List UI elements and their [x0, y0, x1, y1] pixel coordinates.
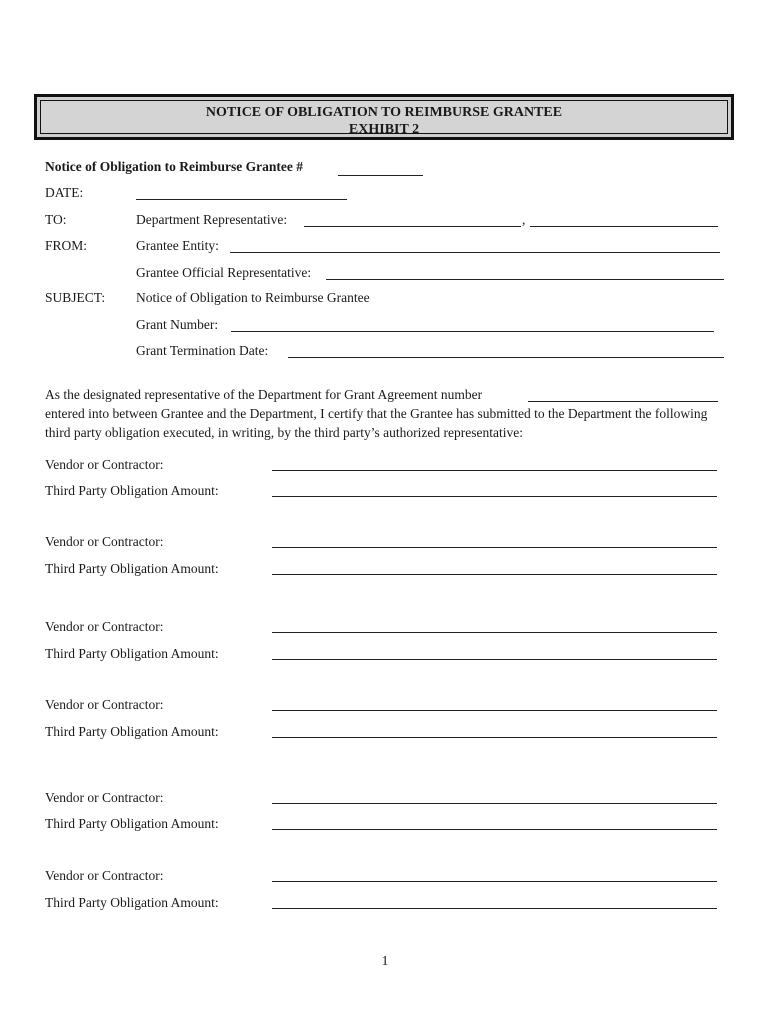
vendor-line-3[interactable] [272, 632, 717, 633]
from-label: FROM: [45, 238, 88, 253]
comma: , [522, 212, 526, 227]
vendor-label-6: Vendor or Contractor: [45, 868, 164, 883]
grant-termination-date-label: Grant Termination Date: [136, 343, 269, 358]
vendor-label-5: Vendor or Contractor: [45, 790, 164, 805]
vendor-line-6[interactable] [272, 881, 717, 882]
vendor-line-5[interactable] [272, 803, 717, 804]
amount-line-1[interactable] [272, 496, 717, 497]
department-representative-label: Department Representative: [136, 212, 288, 227]
vendor-line-2[interactable] [272, 547, 717, 548]
amount-label-6: Third Party Obligation Amount: [45, 895, 219, 910]
to-label: TO: [45, 212, 67, 227]
page-number: 1 [381, 954, 389, 969]
paragraph-body: entered into between Grantee and the Department, I certify that the Grantee has submitted to the Department the following third party obligation executed, in writing, by the third party’s authorized representative: [45, 406, 708, 440]
date-label: DATE: [45, 185, 84, 200]
vendor-line-4[interactable] [272, 710, 717, 711]
amount-line-3[interactable] [272, 659, 717, 660]
subject-label: SUBJECT: [45, 290, 106, 305]
vendor-label-3: Vendor or Contractor: [45, 619, 164, 634]
vendor-label-1: Vendor or Contractor: [45, 457, 164, 472]
grantee-entity-line[interactable] [230, 252, 720, 253]
notice-number-label: Notice of Obligation to Reimburse Grantee # [45, 159, 303, 174]
amount-line-5[interactable] [272, 829, 717, 830]
subject-value: Notice of Obligation to Reimburse Grantee [136, 290, 370, 305]
amount-line-4[interactable] [272, 737, 717, 738]
document-subtitle: EXHIBIT 2 [348, 122, 420, 137]
date-line[interactable] [136, 199, 347, 200]
department-representative-line[interactable] [304, 226, 521, 227]
amount-label-5: Third Party Obligation Amount: [45, 816, 219, 831]
amount-label-2: Third Party Obligation Amount: [45, 561, 219, 576]
vendor-line-1[interactable] [272, 470, 717, 471]
paragraph-line-1: As the designated representative of the Department for Grant Agreement number [45, 387, 483, 402]
amount-label-3: Third Party Obligation Amount: [45, 646, 219, 661]
amount-line-2[interactable] [272, 574, 717, 575]
grantee-official-representative-label: Grantee Official Representative: [136, 265, 312, 280]
title-box [34, 94, 734, 140]
title-inner [40, 100, 728, 137]
grant-termination-date-line[interactable] [288, 357, 724, 358]
grant-agreement-number-line[interactable] [528, 401, 718, 402]
amount-label-4: Third Party Obligation Amount: [45, 724, 219, 739]
grant-number-label: Grant Number: [136, 317, 219, 332]
grant-number-line[interactable] [231, 331, 714, 332]
department-representative-title-line[interactable] [530, 226, 718, 227]
document-title: NOTICE OF OBLIGATION TO REIMBURSE GRANTEE [205, 105, 563, 120]
vendor-label-2: Vendor or Contractor: [45, 534, 164, 549]
amount-line-6[interactable] [272, 908, 717, 909]
grantee-official-representative-line[interactable] [326, 279, 724, 280]
amount-label-1: Third Party Obligation Amount: [45, 483, 219, 498]
vendor-label-4: Vendor or Contractor: [45, 697, 164, 712]
grantee-entity-label: Grantee Entity: [136, 238, 219, 253]
notice-number-line[interactable] [338, 175, 423, 176]
